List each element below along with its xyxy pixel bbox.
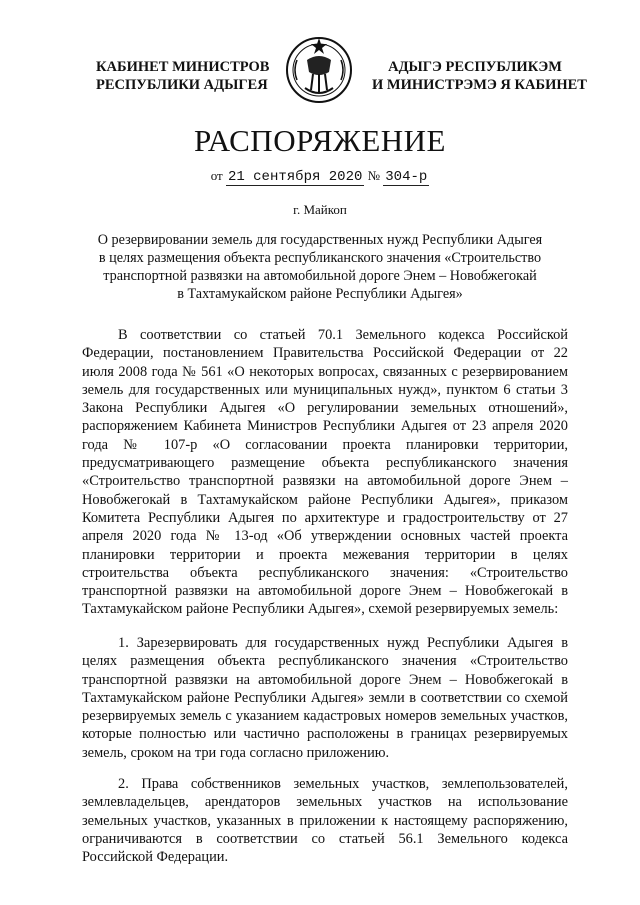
header-left-line1: КАБИНЕТ МИНИСТРОВ <box>96 59 270 75</box>
number-label: № <box>367 168 381 183</box>
preamble-paragraph: В соответствии со статьей 70.1 Земельного кодекса Российской Федерации, постановлением Правительства Российской Федерации от 22 июля 2008 года № 561 «О некоторых вопросах, связанных с резервированием земель для государственных или муниципальных нужд», пунктом 6 статьи 3 Закона Республики Адыгея «О регулировании земельных отношений», распоряжением Кабинета Министров Республики Адыгея от 23 апреля 2020 года № 107-р «О согласовании проекта планировки территории, предусматривающего размещение объекта республиканского значения «Строительство транспортной развязки на автомобильной дороге Энем – Новобжегокай в Тахтамукайском районе Республики Адыгея», приказом Комитета Республики Адыгея по архитектуре и градостроительству от 27 апреля 2020 года № 13-од «Об утверждении основных частей проекта планировки территории и проекта межевания территории в целях строительства объекта республиканского значения: «Строительство транспортной развязки на автомобильной дороге Энем – Новобжегокай в Тахтамукайском районе Республики Адыгея», схемой резервируемых земель: <box>82 327 568 618</box>
header-right-line1: АДЫГЭ РЕСПУБЛИКЭМ <box>388 59 562 75</box>
document-number: 304-р <box>385 169 428 185</box>
clause-1-paragraph: 1. Зарезервировать для государственных нужд Республики Адыгея в целях размещения объекта республиканского значения «Строительство транспортной развязки на автомобильной дороге Энем – Новобжегокай в Тахтамукайском районе Республики Адыгея» земли в соответствии со схемой резервируемых земель с указанием кадастровых номеров земельных участков, которые полностью или частично расположены в границах резервируемых земель, сроком на три года согласно приложению. <box>82 635 568 761</box>
date-from-label: от <box>210 168 223 183</box>
date-number-line <box>0 168 640 186</box>
header-right-line2: И МИНИСТРЭМЭ Я КАБИНЕТ <box>372 77 587 93</box>
clause-2-paragraph: 2. Права собственников земельных участков, землепользователей, землевладельцев, арендаторов земельных участков на использование земельных участков, указанных в приложении к настоящему распоряжению, ограничиваются в соответствии со статьей 56.1 Земельного кодекса Российской Федерации. <box>82 776 568 866</box>
header-left-line2: РЕСПУБЛИКИ АДЫГЕЯ <box>96 77 268 93</box>
header-left <box>96 58 270 94</box>
subject-line1: О резервировании земель для государственных нужд Республики Адыгея <box>97 232 543 248</box>
city: г. Майкоп <box>293 202 347 217</box>
subject-line2: в целях размещения объекта республиканского значения «Строительство <box>98 250 542 266</box>
document-title: РАСПОРЯЖЕНИЕ <box>194 123 446 158</box>
header-right <box>372 58 587 94</box>
coat-of-arms-emblem-icon <box>283 30 355 110</box>
subject-line3: транспортной развязки на автомобильной дороге Энем – Новобжегокай <box>103 268 537 284</box>
subject-line4: в Тахтамукайском районе Республики Адыгея» <box>177 286 463 302</box>
document-subject <box>60 231 580 303</box>
document-date: 21 сентября 2020 <box>227 169 363 185</box>
